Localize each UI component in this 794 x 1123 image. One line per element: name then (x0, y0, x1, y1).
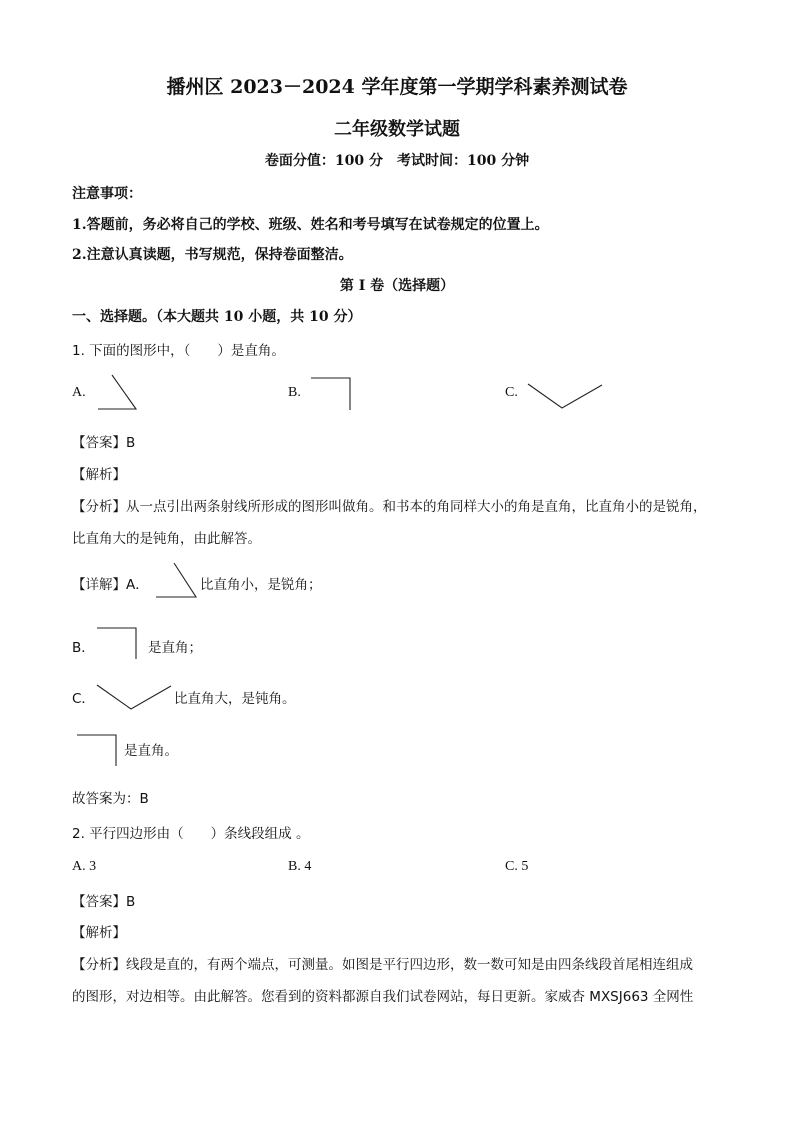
q2-stem: 2. 平行四边形由（ ）条线段组成 。 (72, 826, 310, 842)
q1-stem: 1. 下面的图形中，（ ）是直角。 (72, 343, 285, 359)
notes-heading: 注意事项： (72, 186, 142, 202)
q2-option-a: A. 3 (72, 859, 97, 874)
q1-detail-a-suffix: 比直角小，是锐角； (200, 577, 322, 593)
q2-analysis-line-2: 的图形，对边相等。由此解答。您看到的资料都源自我们试卷网站，每日更新。家威杏 MXSJ663 全网性 (72, 989, 694, 1005)
detail-right-angle-figure (96, 626, 140, 662)
right-angle-figure (310, 376, 354, 412)
exam-title: 播州区 2023－2024 学年度第一学期学科素养测试卷 (166, 76, 628, 98)
q1-detail-c-prefix: C． (72, 691, 95, 707)
q1-detail-c-suffix: 比直角大，是钝角。 (174, 691, 296, 707)
q2-answer: 【答案】B (72, 894, 136, 910)
q1-option-a-label: A. (72, 385, 86, 400)
exam-subtitle: 二年级数学试题 (334, 119, 460, 140)
detail-obtuse-angle-figure (95, 683, 175, 713)
q1-analysis-line-2: 比直角大的是钝角，由此解答。 (72, 531, 261, 547)
q1-detail-b-suffix: 是直角； (148, 640, 202, 656)
q2-analysis-label: 【解析】 (72, 925, 126, 941)
section-title: 一、选择题。（本大题共 10 小题，共 10 分） (72, 309, 362, 325)
q1-answer: 【答案】B (72, 435, 136, 451)
q2-option-b: B. 4 (288, 859, 312, 874)
q1-detail-a-prefix: 【详解】A． (72, 577, 149, 593)
q1-option-c-label: C. (505, 385, 518, 400)
q1-option-b-label: B. (288, 385, 301, 400)
exam-meta: 卷面分值：100 分 考试时间：100 分钟 (264, 153, 530, 169)
q1-conclusion: 故答案为：B (72, 791, 149, 807)
q1-analysis-line-1: 【分析】从一点引出两条射线所形成的图形叫做角。和书本的角同样大小的角是直角，比直角小的是锐角， (72, 499, 707, 515)
acute-angle-figure (96, 372, 140, 412)
q1-detail-b-prefix: B． (72, 640, 95, 656)
detail-right-angle-figure-2 (76, 733, 120, 769)
volume-title: 第 I 卷（选择题） (339, 278, 455, 294)
q2-option-c: C. 5 (505, 859, 529, 874)
note-item-1: 1.答题前，务必将自己的学校、班级、姓名和考号填写在试卷规定的位置上。 (72, 217, 549, 233)
obtuse-angle-figure (526, 382, 604, 410)
detail-acute-angle-figure (154, 561, 200, 601)
note-item-2: 2.注意认真读题，书写规范，保持卷面整洁。 (72, 247, 353, 263)
q2-analysis-line-1: 【分析】线段是直的，有两个端点，可测量。如图是平行四边形，数一数可知是由四条线段首尾相连组成 (72, 957, 693, 973)
q1-analysis-label: 【解析】 (72, 467, 126, 483)
q1-detail-d-suffix: 是直角。 (124, 743, 178, 759)
